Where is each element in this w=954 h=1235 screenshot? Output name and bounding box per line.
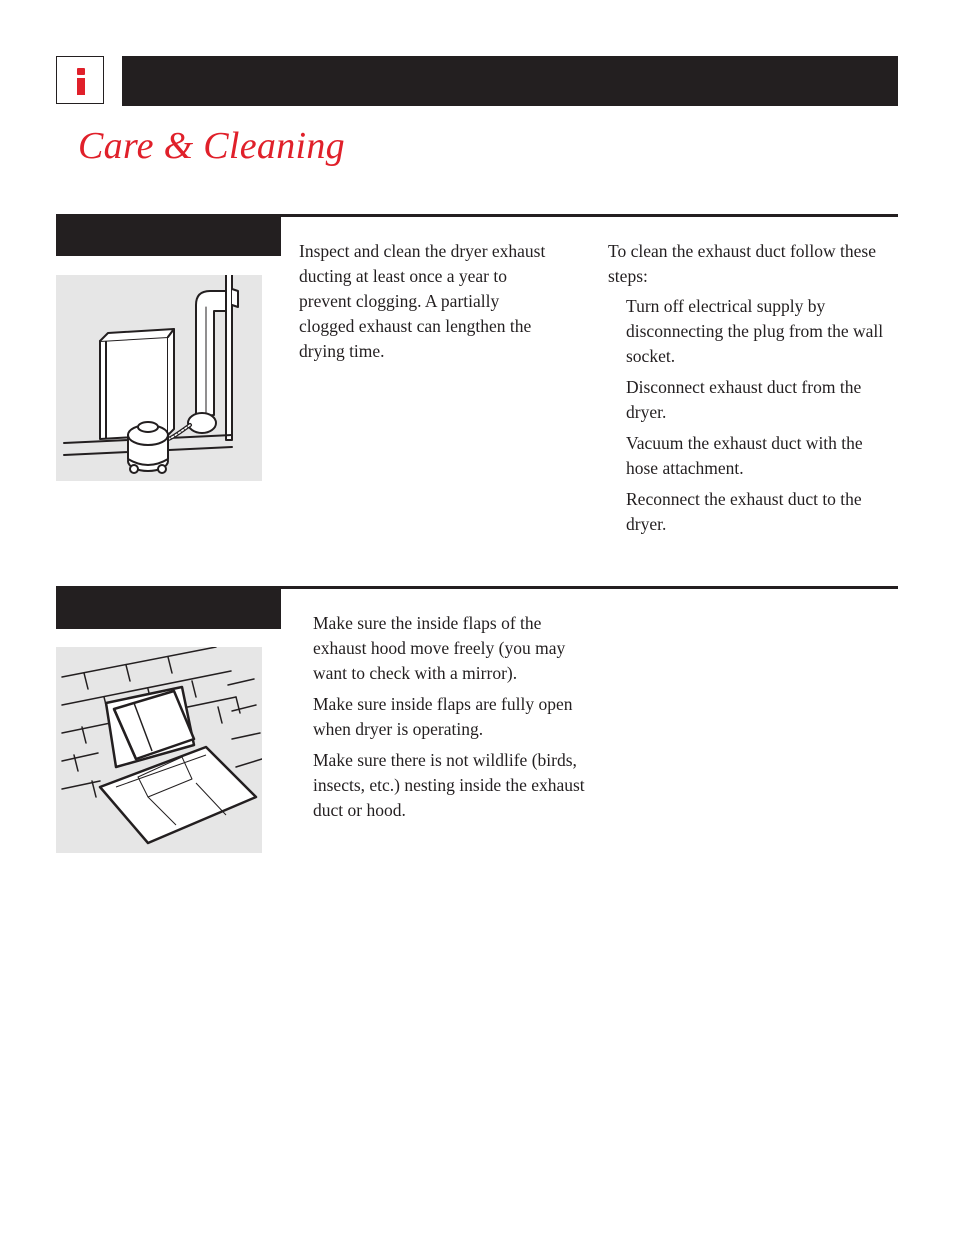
duct-step: Reconnect the exhaust duct to the dryer. — [626, 489, 862, 534]
hood-checklist — [313, 611, 593, 829]
info-icon — [56, 56, 104, 104]
section-tab-duct — [56, 216, 281, 256]
hood-check-item: Make sure inside flaps are fully open when dryer is operating. — [313, 694, 573, 739]
duct-step: Disconnect exhaust duct from the dryer. — [626, 377, 862, 422]
exhaust-hood-illustration — [56, 647, 262, 853]
page-title: Care & Cleaning — [78, 125, 345, 167]
duct-steps-intro: To clean the exhaust duct follow these steps: — [608, 241, 876, 286]
section-tab-hood — [56, 589, 281, 629]
exhaust-hood-drawing — [56, 647, 262, 853]
dryer-duct-vacuum-illustration — [56, 275, 262, 481]
hood-check-item: Make sure the inside flaps of the exhaust hood move freely (you may want to check with a mirror). — [313, 613, 566, 683]
duct-step: Vacuum the exhaust duct with the hose attachment. — [626, 433, 863, 478]
dryer-duct-vacuum-drawing — [56, 275, 262, 481]
hood-check-item: Make sure there is not wildlife (birds, insects, etc.) nesting inside the exhaust duct or hood. — [313, 750, 585, 820]
info-icon-stem — [77, 78, 85, 95]
duct-step: Turn off electrical supply by disconnecting the plug from the wall socket. — [626, 296, 884, 366]
duct-intro-paragraph: Inspect and clean the dryer exhaust ducting at least once a year to prevent clogging. A partially clogged exhaust can lengthen the drying time. — [299, 241, 546, 361]
info-icon-dot — [77, 68, 85, 75]
header-bar — [122, 56, 898, 106]
duct-steps-list — [608, 294, 888, 537]
duct-steps-block — [608, 239, 888, 543]
duct-intro-text — [299, 239, 549, 364]
